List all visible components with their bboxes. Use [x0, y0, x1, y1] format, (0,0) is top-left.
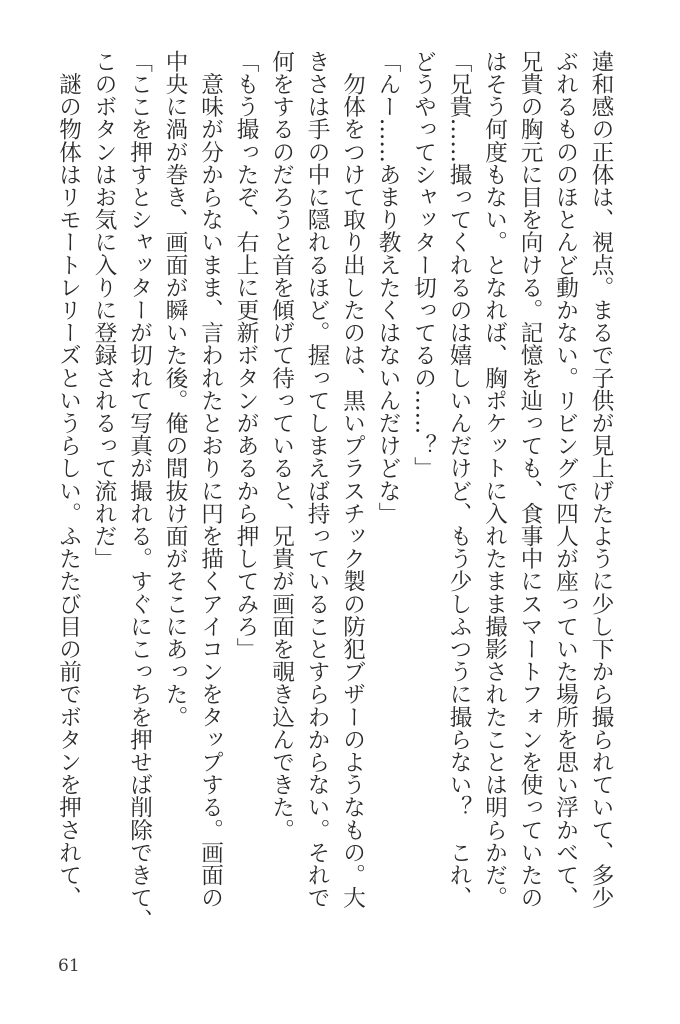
- text-line: 中央に渦が巻き、画面が瞬いた後。俺の間抜け面がそこにあった。: [162, 50, 188, 728]
- text-line: 違和感の正体は、視点。まるで子供が見上げたように少し下から撮られていて、多少: [588, 50, 614, 909]
- text-line: 「ここを押すとシャッターが切れて写真が撮れる。すぐにこっちを押せば削除できて、: [126, 50, 153, 932]
- vertical-text-body: [50, 50, 618, 950]
- text-line: 謎の物体はリモートレリーズというらしい。ふたたび目の前でボタンを押されて、: [55, 50, 82, 909]
- text-line: 勿体をつけて取り出したのは、黒いプラスチック製の防犯ブザーのようなもの。大: [339, 50, 366, 909]
- text-line: 何をするのだろうと首を傾げて待っていると、兄貴が画面を覗き込んできた。: [268, 50, 295, 841]
- text-line: 「んー……あまり教えたくはないんだけどな」: [375, 50, 401, 525]
- text-line: 「もう撮ったぞ、右上に更新ボタンがあるから押してみろ」: [233, 50, 259, 661]
- page-number: 61: [58, 956, 80, 976]
- text-line: どうやってシャッター切ってるの……？」: [410, 50, 437, 480]
- text-line: きさは手の中に隠れるほど。握ってしまえば持っていることすらわからない。それで: [304, 50, 330, 909]
- text-line: ぶれるもののほとんど動かない。リビングで四人が座っていた場所を思い浮かべて、: [552, 50, 579, 909]
- text-line: 意味が分からないまま、言われたとおりに円を描くアイコンをタップする。画面の: [197, 50, 224, 909]
- text-line: はそう何度もない。となれば、胸ポケットに入れたまま撮影されたことは明らかだ。: [481, 50, 508, 909]
- text-line: 「兄貴……撮ってくれるのは嬉しいんだけど、もう少しふつうに撮らない？ これ、: [446, 50, 472, 909]
- text-line: このボタンはお気に入りに登録されるって流れだ」: [91, 50, 117, 570]
- text-line: 兄貴の胸元に目を向ける。記憶を辿っても、食事中にスマートフォンを使っていたの: [517, 50, 543, 909]
